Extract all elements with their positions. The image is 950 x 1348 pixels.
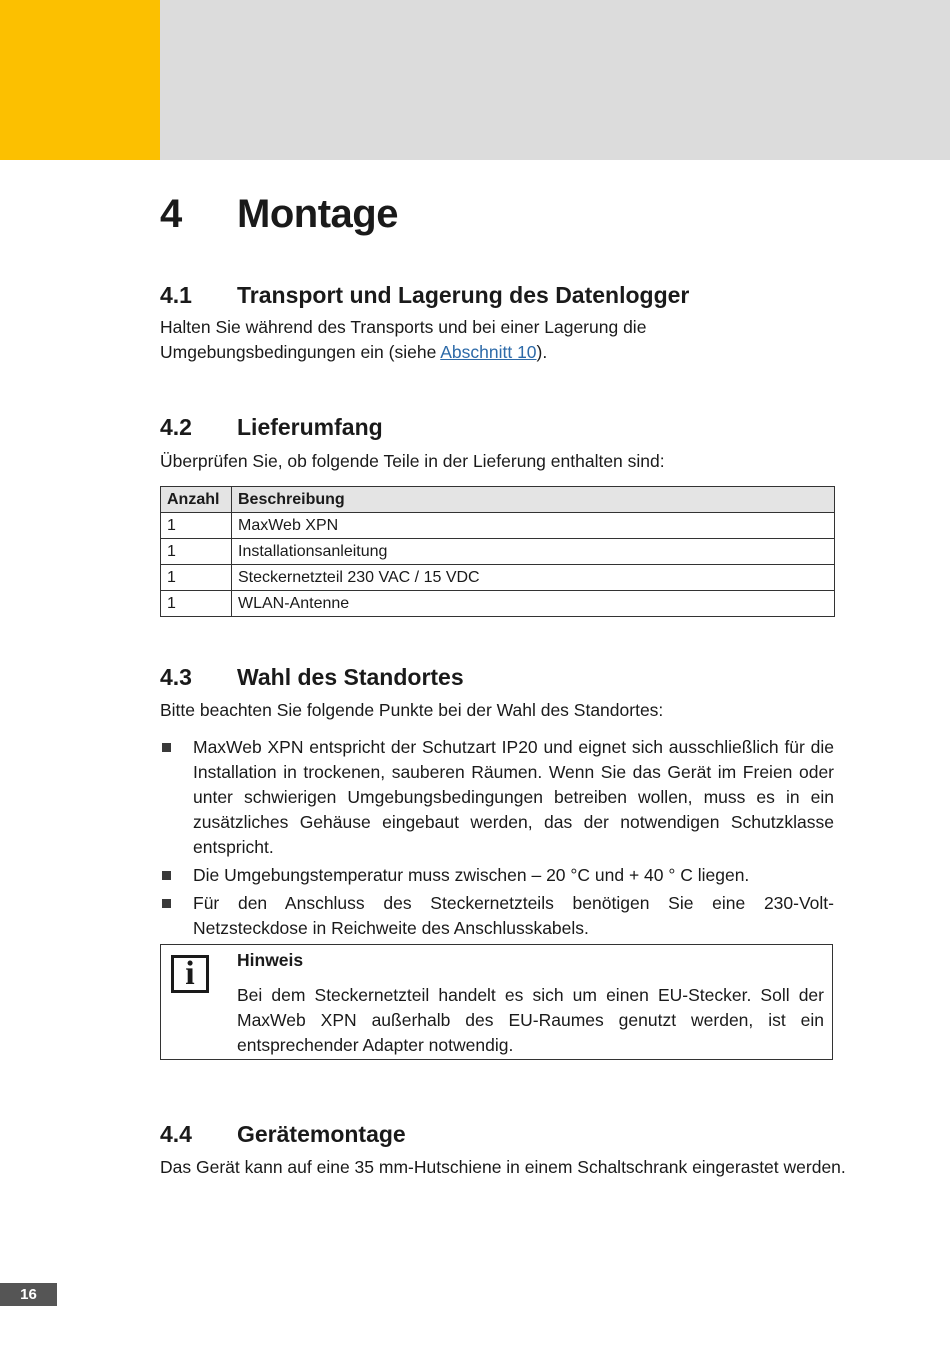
description-cell: Installationsanleitung (232, 539, 835, 565)
section-title: Wahl des Standortes (237, 664, 464, 690)
bullet-square-icon (162, 899, 171, 908)
description-cell: MaxWeb XPN (232, 513, 835, 539)
section-number: 4.3 (160, 664, 192, 690)
table-row (161, 539, 835, 565)
chapter-heading (160, 192, 398, 237)
section-heading-4-1 (160, 282, 689, 309)
list-item (160, 891, 834, 941)
delivery-table (160, 486, 835, 617)
section-title: Transport und Lagerung des Datenlogger (237, 282, 690, 308)
quantity-cell: 1 (161, 565, 232, 591)
column-header-description: Beschreibung (232, 487, 835, 513)
page-number: 16 (0, 1283, 57, 1306)
list-item (160, 863, 834, 888)
section-4-1-paragraph (160, 315, 834, 365)
list-item (160, 735, 834, 860)
note-box (160, 944, 833, 1060)
column-header-quantity: Anzahl (161, 487, 232, 513)
list-item-text: Die Umgebungstemperatur muss zwischen – 20 °C und + 40 ° C liegen. (193, 865, 750, 885)
quantity-cell: 1 (161, 591, 232, 617)
note-text: Bei dem Steckernetzteil handelt es sich um einen EU-Stecker. Soll der MaxWeb XPN außerhalb des EU-Raumes genutzt werden, ist ein entsprechender Adapter notwendig. (237, 985, 824, 1055)
bullet-square-icon (162, 743, 171, 752)
bullet-square-icon (162, 871, 171, 880)
header-band (160, 0, 950, 160)
section-number: 4.1 (160, 282, 192, 308)
quantity-cell: 1 (161, 513, 232, 539)
paragraph-text-end: ). (536, 342, 548, 362)
info-icon: i (171, 955, 209, 993)
quantity-cell: 1 (161, 539, 232, 565)
section-title: Lieferumfang (237, 414, 383, 440)
section-title: Gerätemontage (237, 1121, 406, 1147)
chapter-number: 4 (160, 192, 182, 236)
section-number: 4.4 (160, 1121, 192, 1147)
table-header-row (161, 487, 835, 513)
description-cell: Steckernetzteil 230 VAC / 15 VDC (232, 565, 835, 591)
table-row (161, 591, 835, 617)
list-item-text: MaxWeb XPN entspricht der Schutzart IP20 und eignet sich ausschließlich für die Installation in trockenen, sauberen Räumen. Wenn Sie das Gerät im Freien oder unter schwierigen Umgebungsbedingungen betreiben wollen, muss es in ein zusätzliches Gehäuse eingebaut werden, das der notwendigen Schutzklasse entspricht. (193, 737, 834, 857)
section-number: 4.2 (160, 414, 192, 440)
list-item-text: Für den Anschluss des Steckernetzteils benötigen Sie eine 230-Volt-Netzsteckdose in Reichweite des Anschlusskabels. (193, 893, 834, 938)
section-4-3-intro: Bitte beachten Sie folgende Punkte bei der Wahl des Standortes: (160, 700, 664, 720)
section-4-4-paragraph: Das Gerät kann auf eine 35 mm-Hutschiene in einem Schaltschrank eingerastet werden. (160, 1157, 846, 1177)
description-cell: WLAN-Antenne (232, 591, 835, 617)
section-link[interactable]: Abschnitt 10 (440, 342, 537, 362)
section-heading-4-2 (160, 414, 383, 441)
section-4-2-intro: Überprüfen Sie, ob folgende Teile in der Lieferung enthalten sind: (160, 451, 665, 471)
table-row (161, 565, 835, 591)
section-heading-4-3 (160, 664, 464, 691)
paragraph-text: Halten Sie während des Transports und bei einer Lagerung die Umgebungsbedingungen ein (siehe (160, 317, 647, 362)
location-bullet-list (160, 735, 834, 944)
header-accent-block (0, 0, 160, 160)
section-heading-4-4 (160, 1121, 406, 1148)
table-row (161, 513, 835, 539)
chapter-title: Montage (237, 192, 398, 236)
note-title: Hinweis (237, 950, 304, 970)
